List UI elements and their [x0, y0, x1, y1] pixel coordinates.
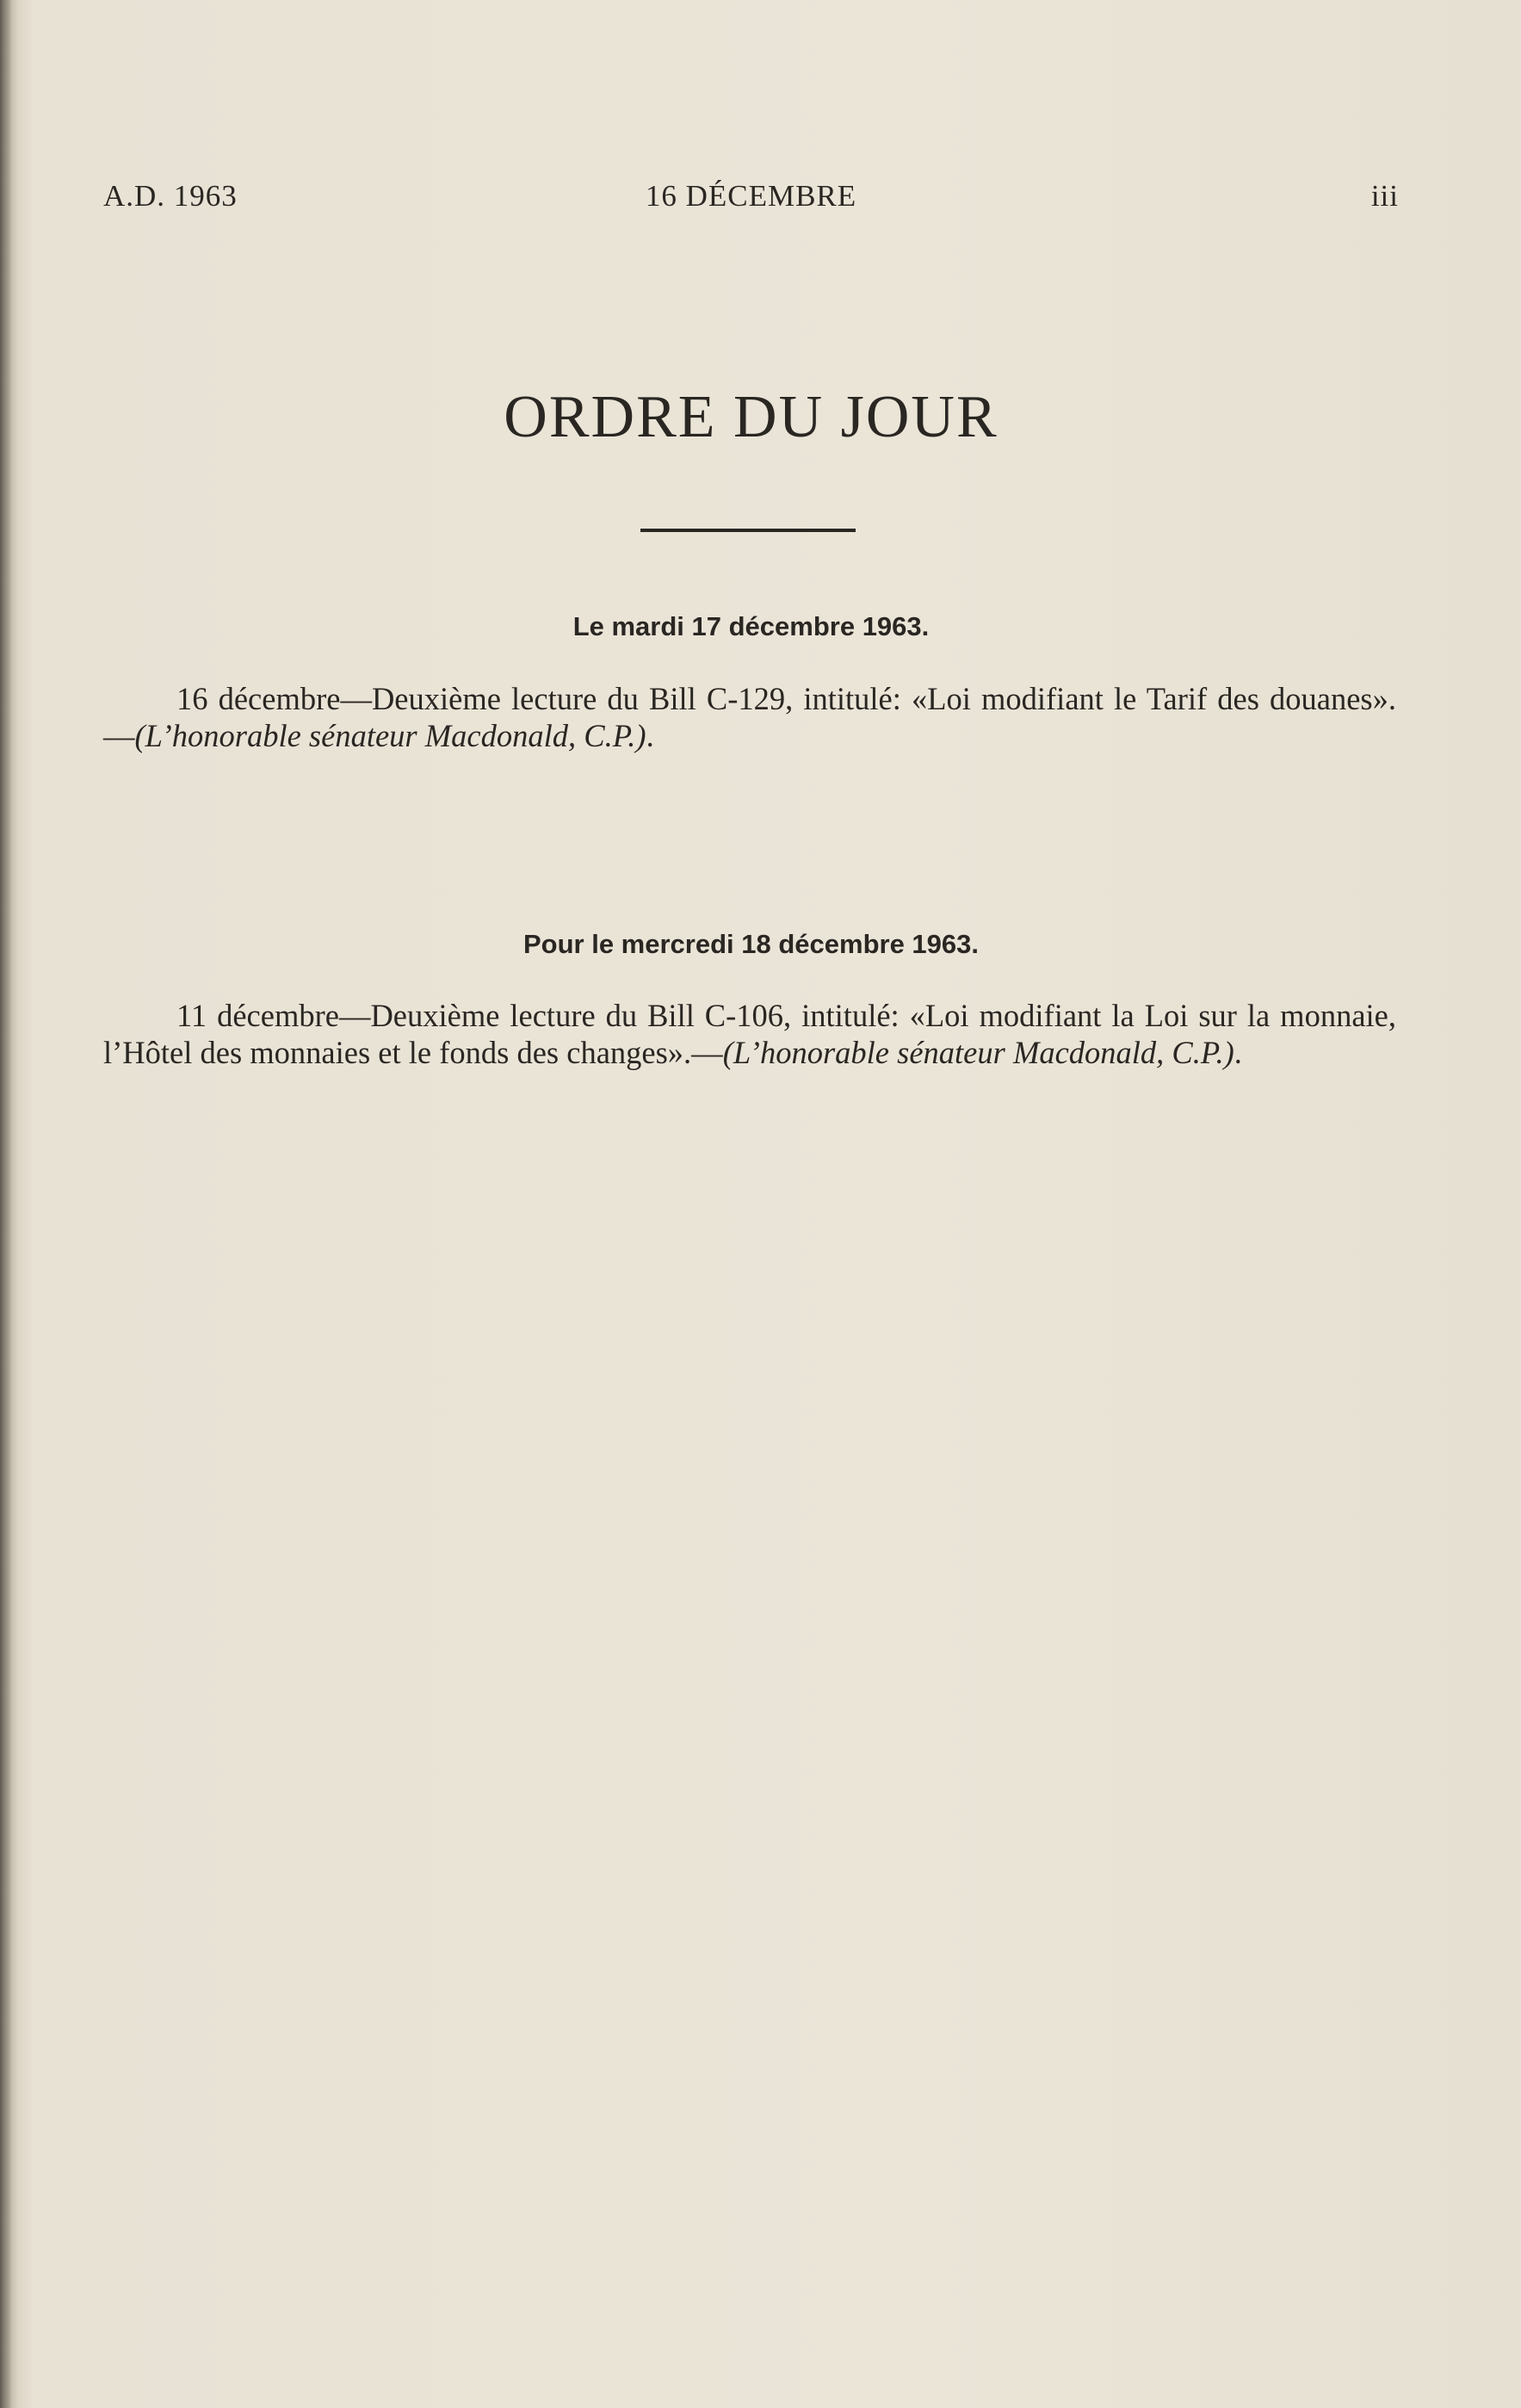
entry-sponsor: (L’honorable sénateur Macdonald, C.P.) — [134, 718, 646, 753]
entry-end: . — [1233, 1035, 1242, 1070]
entry-text: 16 décembre—Deuxième lecture du Bill C-129, intitulé: «Loi modifiant le Tarif des douanes».— — [103, 681, 1396, 753]
running-head-date: 16 DÉCEMBRE — [645, 179, 857, 213]
entry-end: . — [646, 718, 654, 753]
page-title: ORDRE DU JOUR — [504, 384, 999, 450]
order-entry — [103, 997, 1396, 1071]
page-number: iii — [1370, 179, 1399, 213]
page-binding-edge — [0, 0, 12, 2408]
entry-sponsor: (L’honorable sénateur Macdonald, C.P.) — [722, 1035, 1234, 1070]
running-head-year: A.D. 1963 — [103, 179, 238, 213]
entry-text: 11 décembre—Deuxième lecture du Bill C-106, intitulé: «Loi modifiant la Loi sur la monnaie, l’Hôtel des monnaies et le fonds des changes».— — [103, 998, 1396, 1070]
section-date-heading: Pour le mercredi 18 décembre 1963. — [522, 929, 979, 959]
title-divider — [640, 529, 856, 532]
section-date-heading: Le mardi 17 décembre 1963. — [572, 611, 930, 641]
running-head — [103, 179, 1399, 217]
order-entry — [103, 680, 1396, 754]
